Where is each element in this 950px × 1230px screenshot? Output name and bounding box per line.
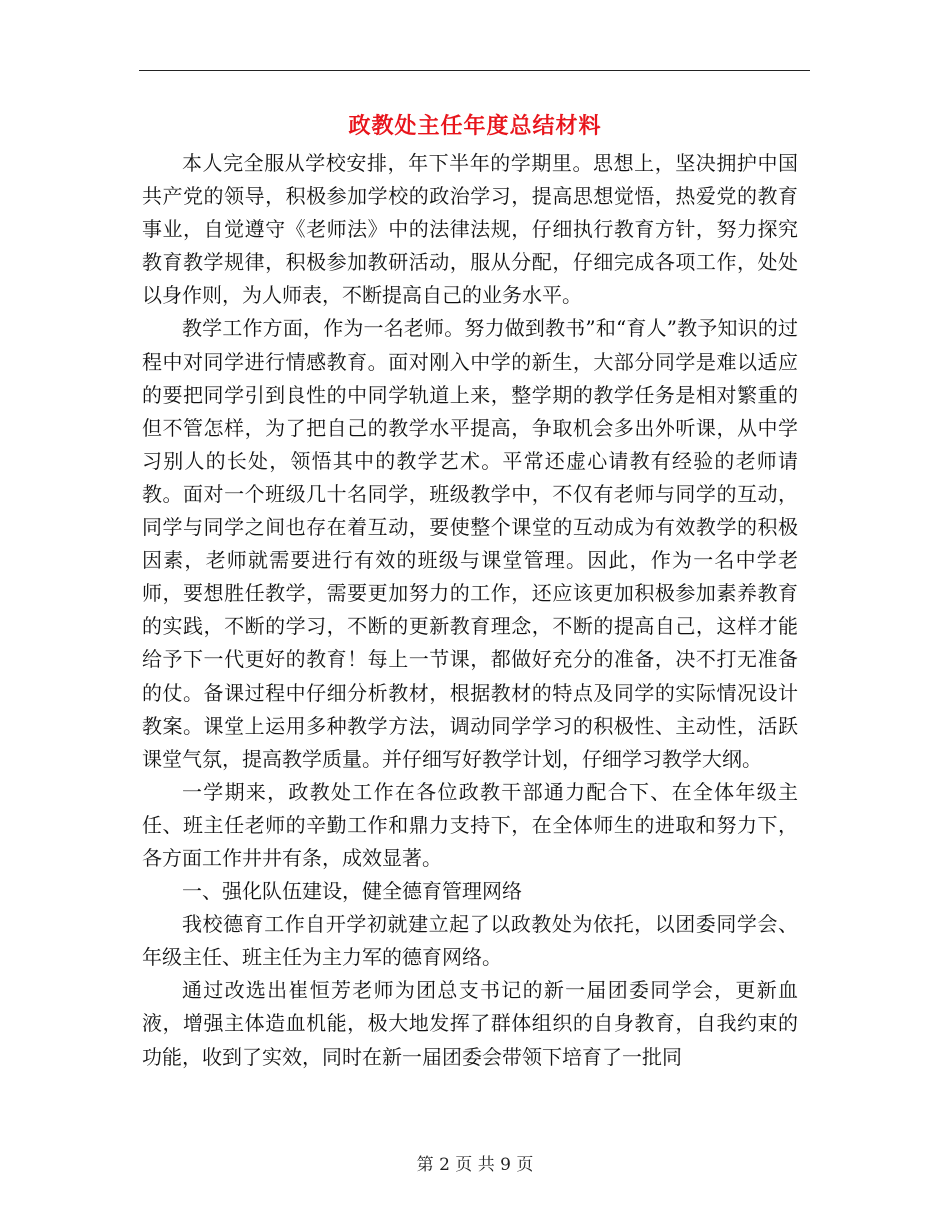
paragraph: 我校德育工作自开学初就建立起了以政教处为依托，以团委同学会、年级主任、班主任为主力军的德育网络。 — [142, 912, 798, 970]
paragraph: 教学工作方面，作为一名老师。努力做到教书”和“育人”教予知识的过程中对同学进行情感教育。面对刚入中学的新生，大部分同学是难以适应的要把同学引到良性的中同学轨道上来，整学期的教学任务是相对繁重的但不管怎样，为了把自己的教学水平提高，争取机会多出外听课，从中学习别人的长处，领悟其中的教学艺术。平常还虚心请教有经验的老师请教。面对一个班级几十名同学，班级教学中，不仅有老师与同学的互动，同学与同学之间也存在着互动，要使整个课堂的互动成为有效教学的积极因素，老师就需要进行有效的班级与课堂管理。因此，作为一名中学老师，要想胜任教学，需要更加努力的工作，还应该更加积极参加素养教育的实践，不断的学习，不断的更新教育理念，不断的提高自己，这样才能给予下一代更好的教育！每上一节课，都做好充分的准备，决不打无准备的仗。备课过程中仔细分析教材，根据教材的特点及同学的实际情况设计教案。课堂上运用多种教学方法，调动同学学习的积极性、主动性，活跃课堂气氛，提高教学质量。并仔细写好教学计划，仔细学习教学大纲。 — [142, 316, 798, 771]
paragraph: 一学期来，政教处工作在各位政教干部通力配合下、在全体年级主任、班主任老师的辛勤工作和鼎力支持下，在全体师生的进取和努力下，各方面工作井井有条，成效显著。 — [142, 779, 798, 870]
page-number-footer: 第 2 页 共 9 页 — [416, 1155, 534, 1175]
document-body — [142, 147, 798, 1074]
section-heading: 一、强化队伍建设，健全德育管理网络 — [182, 879, 522, 904]
document-title: 政教处主任年度总结材料 — [348, 113, 602, 139]
header-rule — [139, 70, 810, 71]
paragraph: 本人完全服从学校安排，年下半年的学期里。思想上，坚决拥护中国共产党的领导，积极参加学校的政治学习，提高思想觉悟，热爱党的教育事业，自觉遵守《老师法》中的法律法规，仔细执行教育方针，努力探究教育教学规律，积极参加教研活动，服从分配，仔细完成各项工作，处处以身作则，为人师表，不断提高自己的业务水平。 — [142, 151, 798, 308]
paragraph: 通过改选出崔恒芳老师为团总支书记的新一届团委同学会，更新血液，增强主体造血机能，极大地发挥了群体组织的自身教育，自我约束的功能，收到了实效，同时在新一届团委会带领下培育了一批同 — [142, 978, 798, 1069]
